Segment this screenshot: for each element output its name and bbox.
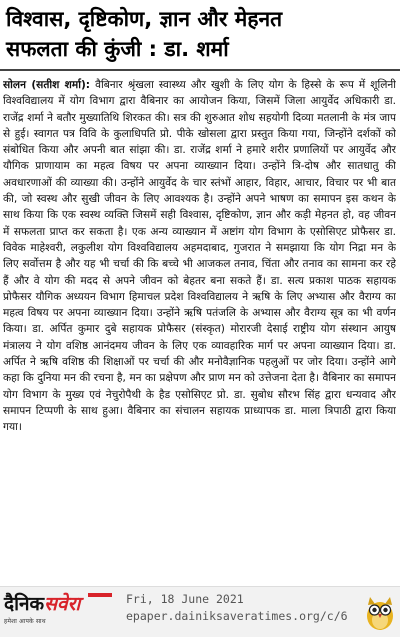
logo-tagline: हमेशा आपके साथ — [4, 618, 46, 625]
edition-url[interactable]: epaper.dainiksaveratimes.org/c/6 — [126, 609, 348, 623]
logo-word-dainik: दैनिक — [4, 593, 45, 615]
headline-divider — [0, 69, 400, 71]
edition-date: Fri, 18 June 2021 — [126, 592, 244, 606]
owl-mascot-icon — [364, 595, 396, 631]
edition-meta — [126, 591, 362, 625]
article-headline — [6, 4, 394, 64]
logo-ribbon-icon — [88, 593, 112, 597]
article-body — [3, 77, 396, 585]
article-byline: सोलन (सतीश शर्मा): — [3, 79, 91, 91]
headline-line-2: सफलता की कुंजी : डा. शर्मा — [6, 37, 229, 61]
epaper-footer — [0, 586, 400, 637]
logo-word-savera: सवेरा — [44, 593, 81, 615]
headline-line-1: विश्वास, दृष्टिकोण, ज्ञान और मेहनत — [6, 7, 283, 31]
article-body-text: वैबिनार श्रृंखला स्वास्थ्य और खुशी के लिए योग के हिस्से के रूप में शूलिनी विश्वविद्यालय में योग विभाग द्वारा वैबिनार का आयोजन किया, जिसमें जिला आयुर्वेद अधिकारी डा. राजेंद्र शर्मा ने बतौर मुख्यातिथि शिरकत की। सत्र की शुरुआत शोध सहयोगी दिव्या मतलानी के मंत्र जाप से हुई। स्वागत पत्र विवि के कुलाधिपति प्रो. पीके खोसला द्वारा प्रस्तुत किया गया, जिन्होंने दर्शकों को संबोधित किया और अपनी बात सांझा की। डा. राजेंद्र शर्मा ने हमारे शरीर प्रणालियों पर आयुर्वेद और यौगिक प्राणायाम का महत्व विषय पर अपना व्याख्यान दिया। उन्होंने त्रि-दोष और सातधातु की अवधारणाओं की व्याख्या की। उन्होंने आयुर्वेद के चार स्तंभों आहार, विहार, आचार, विचार पर भी बात की, जो स्वस्थ और सुखी जीवन के लिए आवश्यक है। उन्होंने अपने भाषण का समापन इस कथन के साथ किया कि एक स्वस्थ व्यक्ति जिसमें सही विश्वास, दृष्टिकोण, ज्ञान और कड़ी मेहनत हो, वह जीवन में सफलता प्राप्त कर सकता है। एक अन्य व्याख्यान में अष्टांग योग विभाग के एसोसिएट प्रोफैसर डा. विवेक माहेश्वरी, लकुलीश योग विश्वविद्यालय अहमदाबाद, गुजरात ने समझाया कि योग निद्रा मन के लिए सर्वोत्तम है और यह भी चर्चा की कि बच्चे भी आजकल तनाव, चिंता और तनाव का सामना कर रहे हैं और वे योग की मदद से अपने जीवन को बेहतर बना सकते हैं। डा. सत्य प्रकाश पाठक सहायक प्रोफैसर यौगिक अध्ययन विभाग हिमाचल प्रदेश विश्वविद्यालय ने ऋषि के लिए अभ्यास और वैराग्य का महत्व विषय पर अपना व्याख्यान दिया। उन्होंने ऋषि पतंजलि के अभ्यास और वैराग्य सूत्र का भी वर्णन किया। डा. अर्पित कुमार दुबे सहायक प्रोफैसर (संस्कृत) मोरारजी देसाई राष्ट्रीय योग संस्थान आयुष मंत्रालय ने योग वशिष्ठ आनंदमय जीवन के लिए एक व्यावहारिक मार्ग पर अपना व्याख्यान दिया। डा. अर्पित ने ऋषि वशिष्ठ की शिक्षाओं पर चर्चा की और मनोवैज्ञानिक पहलुओं पर जोर दिया। उन्होंने आगे कहा कि दुनिया मन की रचना है, मन का प्रक्षेपण और प्राण मन को उत्तेजना देता है। वैबिनार का समापन योग विभाग के मुख्य एवं नेचुरोपैथी के हैड एसोसिएट प्रो. डा. सुबोध सौरभ सिंह द्वारा धन्यवाद और समापन टिप्पणी के साथ हुआ। वैबिनार का संचालन सहायक प्राध्यापक डा. माला त्रिपाठी द्वारा किया गया। — [3, 79, 396, 434]
newspaper-logo[interactable] — [4, 593, 114, 633]
